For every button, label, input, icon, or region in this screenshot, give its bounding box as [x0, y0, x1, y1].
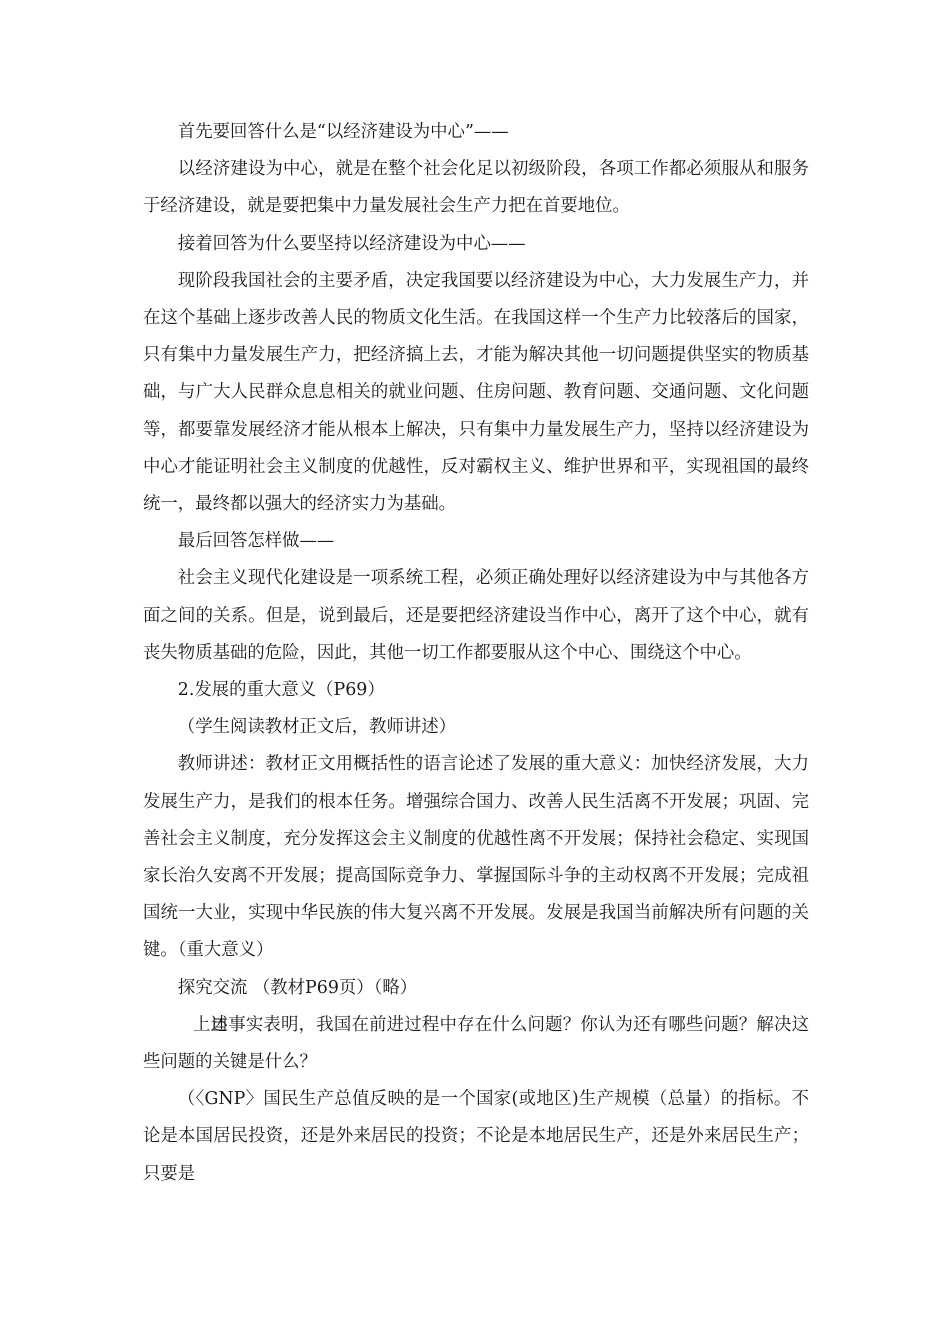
document-body: [143, 114, 809, 1193]
paragraph-4: 现阶段我国社会的主要矛盾，决定我国要以经济建设为中心，大力发展生产力，并在这个基础上逐步改善人民的物质文化生活。在我国这样一个生产力比较落后的国家，只有集中力量发展生产力，把经济搞上去，才能为解决其他一切问题提供坚实的物质基础，与广大人民群众息息相关的就业问题、住房问题、教育问题、交通问题、文化问题等，都要靠发展经济才能从根本上解决，只有集中力量发展生产力，坚持以经济建设为中心才能证明社会主义制度的优越性，反对霸权主义、维护世界和平，实现祖国的最终统一，最终都以强大的经济实力为基础。: [143, 270, 809, 515]
box-bullet-icon: [178, 1008, 191, 1021]
paragraph-8: 教师讲述：教材正文用概括性的语言论述了发展的重大意义：加快经济发展，大力发展生产力，是我们的根本任务。增强综合国力、改善人民生活离不开发展；巩固、完善社会主义制度，充分发挥这会主义制度的优越性离不开发展；保持社会稳定、实现国家长治久安离不开发展；提高国际竞争力、掌握国际斗争的主动权离不开发展；完成祖国统一大业，实现中华民族的伟大复兴离不开发展。发展是我国当前解决所有问题的关键。（重大意义）: [143, 754, 809, 961]
question-paragraph: [143, 1007, 809, 1081]
question-text: 上述事实表明，我国在前进过程中存在什么问题？你认为还有哪些问题？解决这些问题的关键是什么？: [143, 1014, 809, 1073]
paragraph-9: 探究交流 （教材P69页）（略）: [177, 977, 418, 998]
paragraph-6: 社会主义现代化建设是一项系统工程，必须正确处理好以经济建设为中与其他各方面之间的关系。但是，说到最后，还是要把经济建设当作中心，离开了这个中心，就有丧失物质基础的危险，因此，其他一切工作都要服从这个中心、围绕这个中心。: [143, 568, 809, 663]
paragraph-7: （学生阅读教材正文后，教师讲述）: [177, 717, 457, 738]
paragraph-10: （〈GNP〉国民生产总值反映的是一个国家(或地区)生产规模（总量）的指标。不论是本国居民投资，还是外来居民的投资；不论是本地居民生产，还是外来居民生产；只要是: [143, 1089, 809, 1184]
paragraph-5: 最后回答怎样做——: [177, 531, 335, 552]
paragraph-3: 接着回答为什么要坚持以经济建设为中心——: [177, 233, 526, 254]
section-heading-significance: 2.发展的重大意义（P69）: [177, 680, 385, 701]
paragraph-1: 首先要回答什么是“以经济建设为中心”——: [177, 122, 509, 142]
paragraph-2: 以经济建设为中心，就是在整个社会化足以初级阶段，各项工作都必须服从和服务于经济建设，就是要把集中力量发展社会生产力把在首要地位。: [143, 159, 809, 217]
